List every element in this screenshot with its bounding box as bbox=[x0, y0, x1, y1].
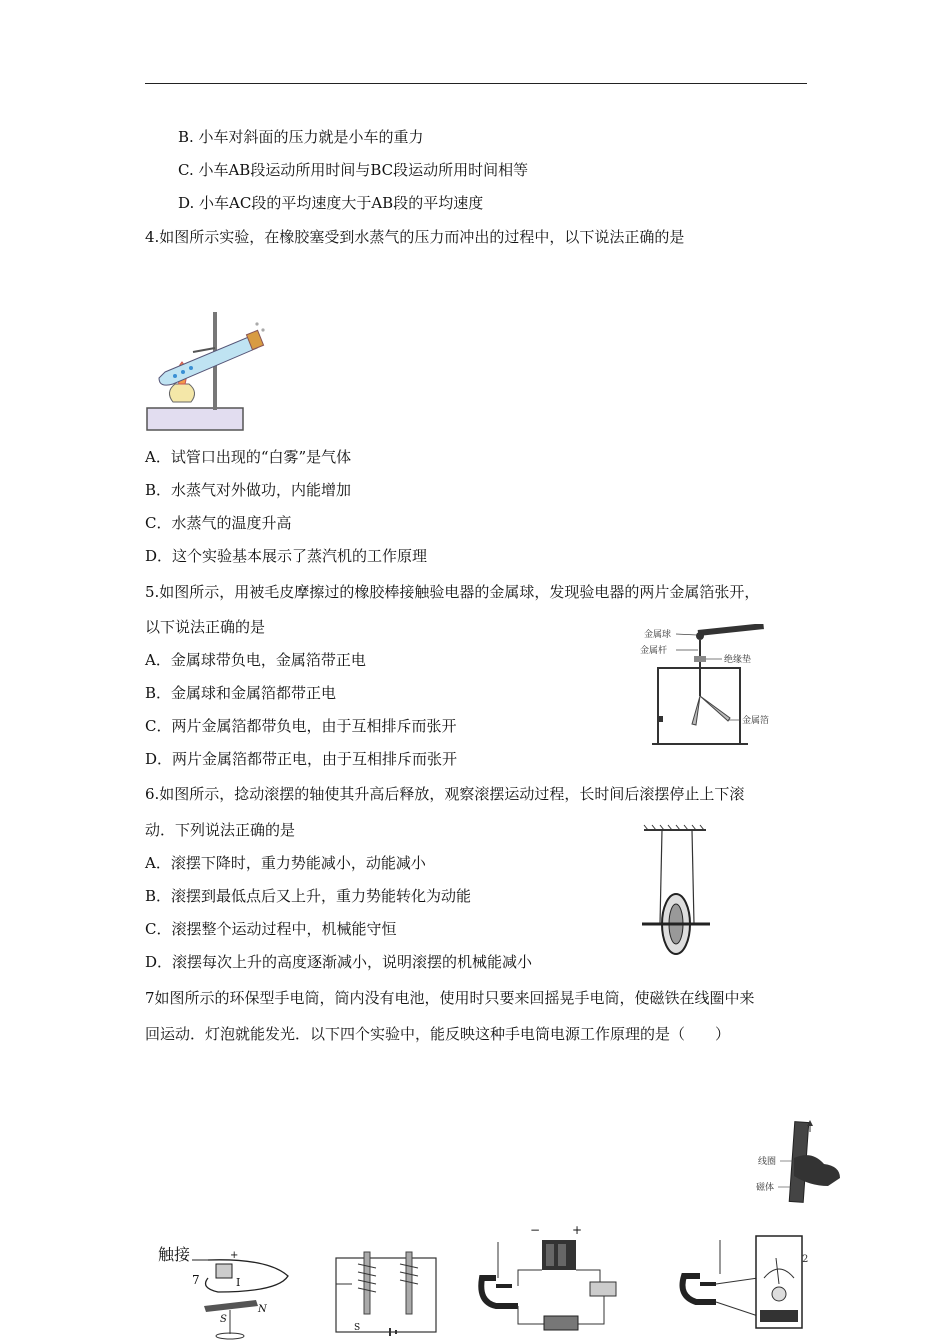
label-metal-ball: 金属球 bbox=[644, 630, 672, 640]
q6-option-b: B．滚摆到最低点后又上升，重力势能转化为动能 bbox=[145, 887, 472, 905]
q6-stem-line1: 6.如图所示，捻动滚摆的轴使其升高后释放，观察滚摆运动过程，长时间后滚摆停止上下滚 bbox=[145, 785, 745, 803]
q7-stem-line2: 回运动．灯泡就能发光．以下四个实验中，能反映这种手电筒电源工作原理的是（ ） bbox=[145, 1025, 731, 1043]
svg-text:2: 2 bbox=[802, 1254, 809, 1265]
label-coil: 线圈 bbox=[758, 1157, 777, 1167]
label-a-plus: + bbox=[230, 1250, 239, 1261]
q5-stem-line1: 5.如图所示，用被毛皮摩擦过的橡胶棒接触验电器的金属球，发现验电器的两片金属箔张开， bbox=[145, 583, 760, 601]
q4-option-b: B．水蒸气对外做功，内能增加 bbox=[145, 481, 352, 499]
q5-option-d: D．两片金属箔都带正电，由于互相排斥而张开 bbox=[145, 750, 458, 768]
label-touch: 触接 bbox=[158, 1245, 191, 1264]
q3-option-b: B. 小车对斜面的压力就是小车的重力 bbox=[178, 128, 424, 146]
q4-stem: 4.如图所示实验，在橡胶塞受到水蒸气的压力而冲出的过程中，以下说法正确的是 bbox=[145, 228, 685, 246]
q7-stem-line1: 7如图所示的环保型手电筒，筒内没有电池，使用时只要来回摇晃手电筒，使磁铁在线圈中来 bbox=[145, 989, 755, 1007]
label-metal-foil: 金属箔 bbox=[742, 716, 770, 726]
q3-option-d: D. 小车AC段的平均速度大于AB段的平均速度 bbox=[178, 194, 484, 212]
q6-option-c: C．滚摆整个运动过程中，机械能守恒 bbox=[145, 920, 397, 938]
experiment-d-figure bbox=[672, 1232, 812, 1336]
q4-option-a: A．试管口出现的“白雾”是气体 bbox=[145, 448, 352, 466]
q5-option-c: C．两片金属箔都带负电，由于互相排斥而张开 bbox=[145, 717, 457, 735]
q5-stem-line2: 以下说法正确的是 bbox=[145, 618, 266, 636]
q5-option-a: A．金属球带负电，金属箔带正电 bbox=[145, 651, 366, 669]
q6-stem-line2: 动．下列说法正确的是 bbox=[145, 821, 296, 839]
maxwell-wheel-figure bbox=[636, 824, 716, 960]
q4-option-c: C．水蒸气的温度升高 bbox=[145, 514, 292, 532]
steam-test-tube-figure bbox=[145, 308, 270, 436]
shake-flashlight-figure bbox=[754, 1120, 842, 1204]
label-a-n: N bbox=[258, 1304, 267, 1315]
header-rule bbox=[145, 83, 807, 84]
electroscope-figure bbox=[640, 624, 790, 748]
experiment-c-figure bbox=[478, 1222, 628, 1340]
label-metal-rod: 金属杆 bbox=[640, 646, 668, 656]
label-a-s: S bbox=[220, 1314, 227, 1325]
experiment-a-figure bbox=[158, 1240, 308, 1344]
q6-option-a: A．滚摆下降时，重力势能减小，动能减小 bbox=[145, 854, 426, 872]
experiment-b-figure bbox=[330, 1240, 442, 1340]
q6-option-d: D．滚摆每次上升的高度逐渐减小，说明滚摆的机械能减小 bbox=[145, 953, 533, 971]
q4-option-d: D．这个实验基本展示了蒸汽机的工作原理 bbox=[145, 547, 428, 565]
label-insulation-pad: 绝缘垫 bbox=[724, 655, 752, 665]
q5-option-b: B．金属球和金属箔都带正电 bbox=[145, 684, 337, 702]
svg-text:7: 7 bbox=[192, 1273, 200, 1287]
label-magnet: 磁体 bbox=[756, 1183, 775, 1193]
q3-option-c: C. 小车AB段运动所用时间与BC段运动所用时间相等 bbox=[178, 161, 529, 179]
label-current: I bbox=[236, 1276, 241, 1289]
label-b-switch: S bbox=[354, 1323, 361, 1333]
label-c-plus: + bbox=[572, 1223, 583, 1237]
label-c-minus: − bbox=[530, 1223, 541, 1237]
